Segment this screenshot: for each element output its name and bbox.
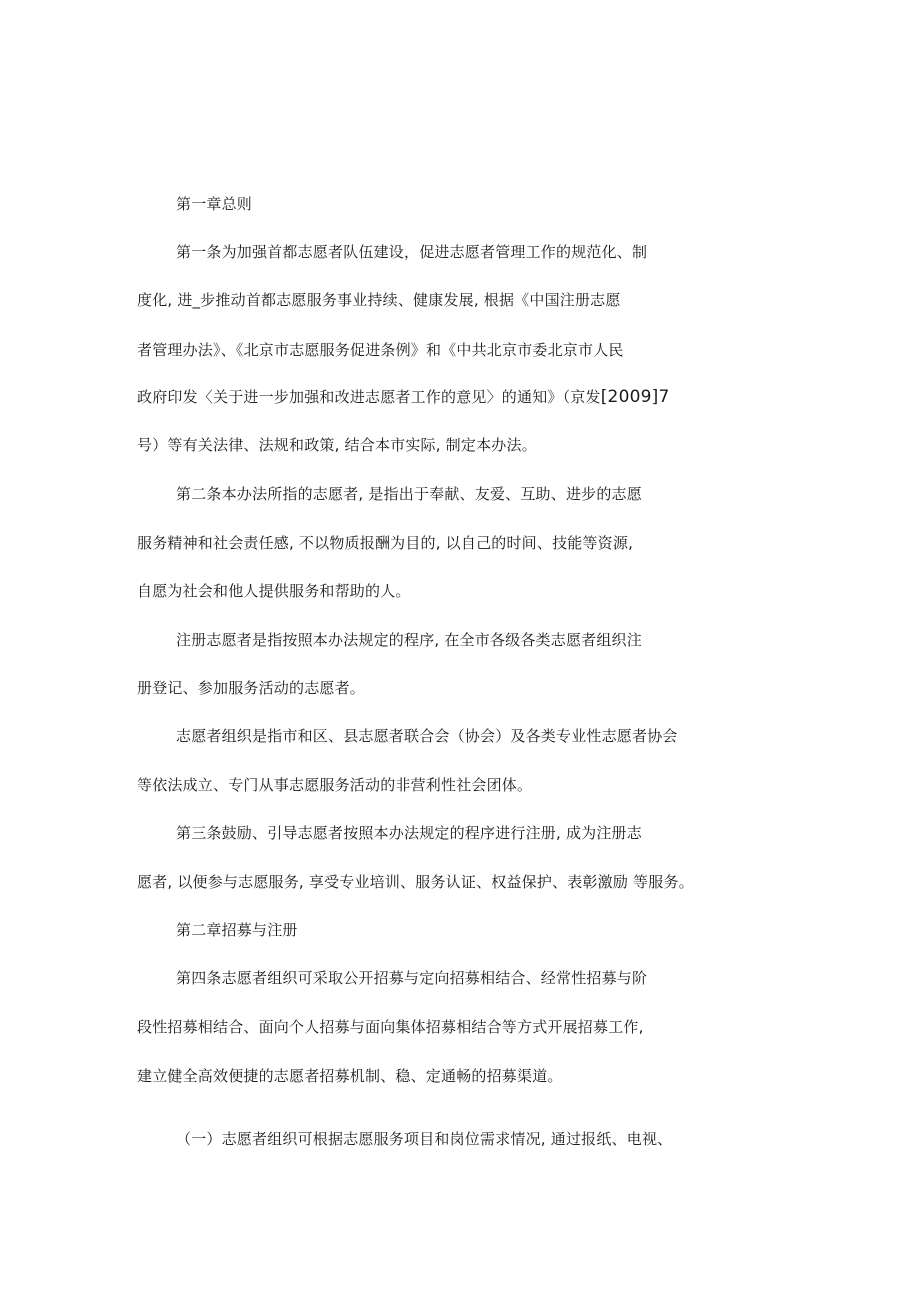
article-1-line-4 (137, 387, 669, 407)
chapter-2-title: 第二章招募与注册 (176, 921, 298, 939)
item-1-line-1: （一）志愿者组织可根据志愿服务项目和岗位需求情况, 通过报纸、电视、 (176, 1130, 673, 1148)
article-1-line-1: 第一条为加强首都志愿者队伍建设，促进志愿者管理工作的规范化、制 (176, 243, 648, 261)
article-2-line-3: 自愿为社会和他人提供服务和帮助的人。 (137, 582, 411, 600)
registered-volunteer-line-1: 注册志愿者是指按照本办法规定的程序, 在全市各级各类志愿者组织注 (176, 631, 642, 649)
article-4-line-3: 建立健全高效便捷的志愿者招募机制、稳、定通畅的招募渠道。 (137, 1067, 563, 1085)
article-4-line-2: 段性招募相结合、面向个人招募与面向集体招募相结合等方式开展招募工作, (137, 1018, 644, 1036)
article-1-line-5: 号）等有关法律、法规和政策, 结合本市实际, 制定本办法。 (137, 436, 537, 454)
article-3-line-1: 第三条鼓励、引导志愿者按照本办法规定的程序进行注册, 成为注册志 (176, 824, 642, 842)
article-1-line-2: 度化, 进_步推动首都志愿服务事业持续、健康发展, 根据《中国注册志愿 (137, 291, 621, 309)
document-number: [2009]7 (600, 387, 670, 407)
article-1-line-4-text: 政府印发〈关于进一步加强和改进志愿者工作的意见〉的通知》（京发 (137, 388, 601, 406)
article-2-line-1: 第二条本办法所指的志愿者, 是指出于奉献、友爱、互助、进步的志愿 (176, 485, 642, 503)
volunteer-org-line-2: 等依法成立、专门从事志愿服务活动的非营利性社会团体。 (137, 776, 533, 794)
article-4-line-1: 第四条志愿者组织可采取公开招募与定向招募相结合、经常性招募与阶 (176, 969, 648, 987)
chapter-1-title: 第一章总则 (176, 195, 253, 213)
volunteer-org-line-1: 志愿者组织是指市和区、县志愿者联合会（协会）及各类专业性志愿者协会 (176, 727, 678, 745)
article-2-line-2: 服务精神和社会责任感, 不以物质报酬为目的, 以自己的时间、技能等资源, (137, 534, 634, 552)
article-3-line-2: 愿者, 以便参与志愿服务, 享受专业培训、服务认证、权益保护、表彰激励 等服务。 (137, 873, 694, 891)
registered-volunteer-line-2: 册登记、参加服务活动的志愿者。 (137, 679, 366, 697)
article-1-line-3: 者管理办法》、《北京市志愿服务促进条例》和《中共北京市委北京市人民 (137, 341, 624, 359)
